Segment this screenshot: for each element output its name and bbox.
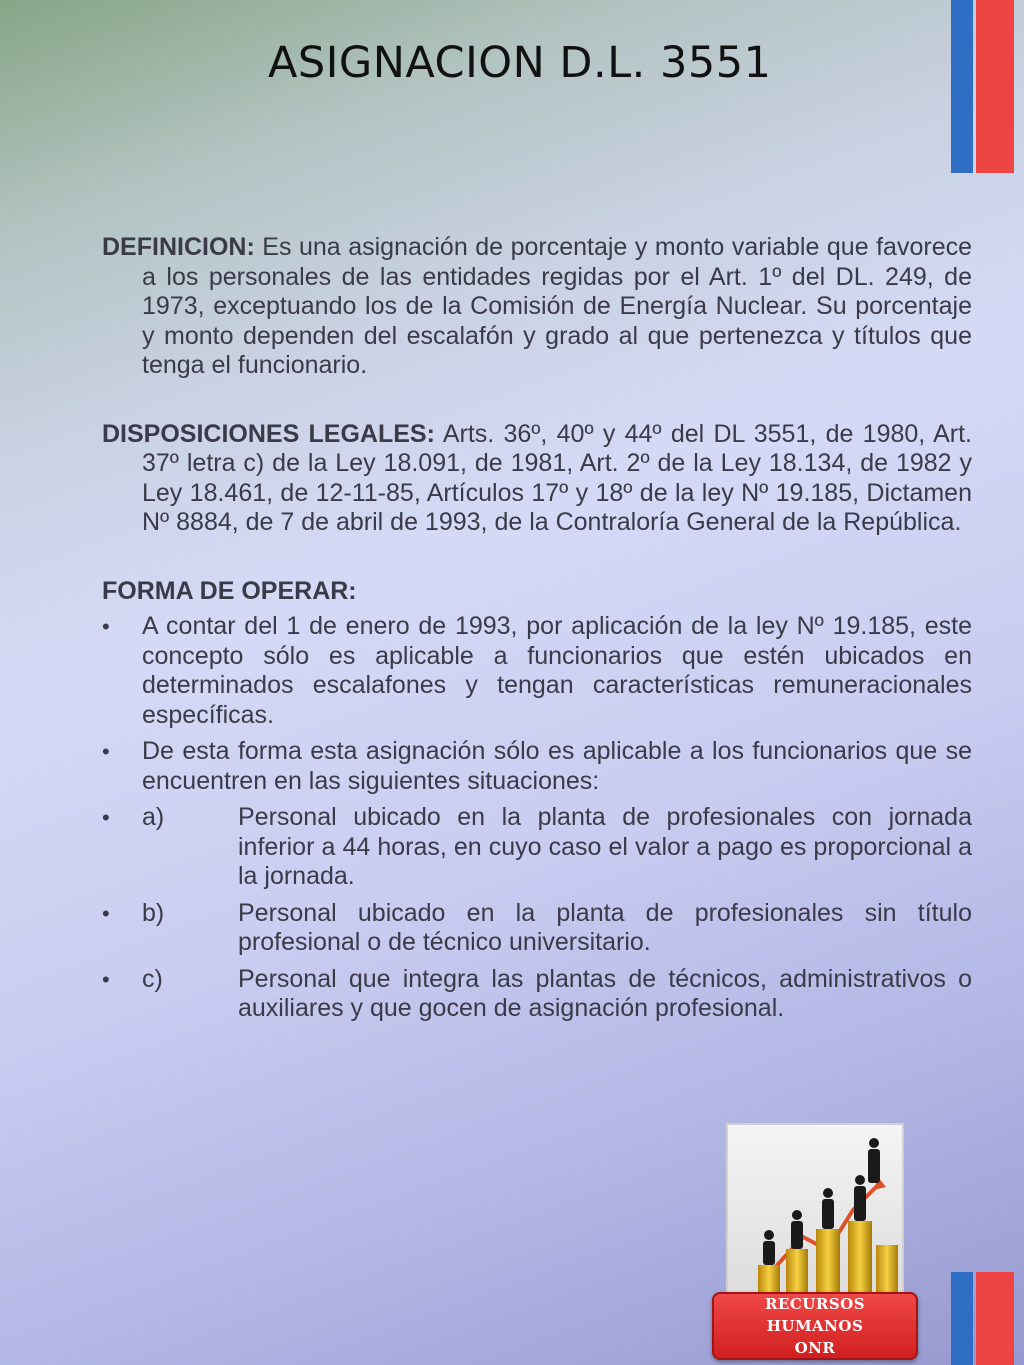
- flag-red-stripe: [976, 1272, 1014, 1365]
- definicion-label: DEFINICION:: [102, 233, 255, 261]
- flag-red-stripe: [976, 0, 1014, 173]
- item-label: b): [142, 898, 165, 927]
- flag-blue-stripe: [951, 1272, 973, 1365]
- bullet-item: [102, 612, 972, 730]
- bullet-dot-icon: •: [102, 900, 110, 926]
- definicion-paragraph: [102, 233, 972, 381]
- bullet-item-c: [102, 965, 972, 1024]
- disposiciones-paragraph: [102, 420, 972, 538]
- bullet-text: A contar del 1 de enero de 1993, por aplicación de la ley Nº 19.185, este concepto sólo es aplicable a funcionarios que estén ubicados en determinados escalafones y tengan características remuneracionales específicas.: [142, 612, 972, 729]
- slide-content: [102, 233, 972, 1031]
- bullet-item-a: [102, 803, 972, 892]
- flag-stripes-bottom: [951, 1272, 1014, 1365]
- bullet-item-b: [102, 899, 972, 958]
- forma-heading: FORMA DE OPERAR:: [102, 576, 357, 605]
- item-text: Personal ubicado en la planta de profesionales con jornada inferior a 44 horas, en cuyo caso el valor a pago es proporcional a la jornada.: [238, 803, 972, 890]
- badge-line: ONR: [794, 1339, 836, 1357]
- recursos-humanos-badge: [712, 1292, 918, 1360]
- badge-line: RECURSOS: [764, 1295, 866, 1313]
- definicion-text: Es una asignación de porcentaje y monto variable que favorece a los personales de las entidades regidas por el Art. 1º del DL. 249, de 1973, exceptuando los de la Comisión de Energía Nuclear. Su porcentaje y monto dependen del escalafón y grado al que pertenezca y títulos que tenga el funcionario.: [142, 233, 972, 379]
- item-label: a): [142, 803, 165, 831]
- businessmen-coins-icon: [726, 1123, 904, 1301]
- flag-stripes-top: [951, 0, 1014, 173]
- flag-blue-stripe: [951, 0, 973, 173]
- disposiciones-text: Arts. 36º, 40º y 44º del DL 3551, de 1980, Art. 37º letra c) de la Ley 18.091, de 1981, Art. 2º de la Ley 18.134, de 1982 y Ley 18.461, de 12-11-85, Artículos 17º y 18º de la ley Nº 19.185, Dictamen Nº 8884, de 7 de abril de 1993, de la Contraloría General de la República.: [142, 419, 973, 536]
- bullet-dot-icon: •: [102, 805, 110, 830]
- item-text: Personal ubicado en la planta de profesionales sin título profesional o de técnico universitario.: [238, 898, 972, 956]
- page-title: ASIGNACION D.L. 3551: [268, 38, 772, 88]
- bullet-dot-icon: •: [102, 614, 110, 639]
- item-label: c): [142, 964, 163, 993]
- disposiciones-label: DISPOSICIONES LEGALES:: [102, 419, 435, 448]
- item-text: Personal que integra las plantas de técnicos, administrativos o auxiliares y que gocen de asignación profesional.: [238, 964, 972, 1022]
- bullet-text: De esta forma esta asignación sólo es aplicable a los funcionarios que se encuentren en las siguientes situaciones:: [142, 737, 972, 795]
- bullet-dot-icon: •: [102, 739, 110, 764]
- bullet-dot-icon: •: [102, 966, 110, 992]
- bullet-item: [102, 737, 972, 796]
- badge-line: HUMANOS: [766, 1317, 864, 1335]
